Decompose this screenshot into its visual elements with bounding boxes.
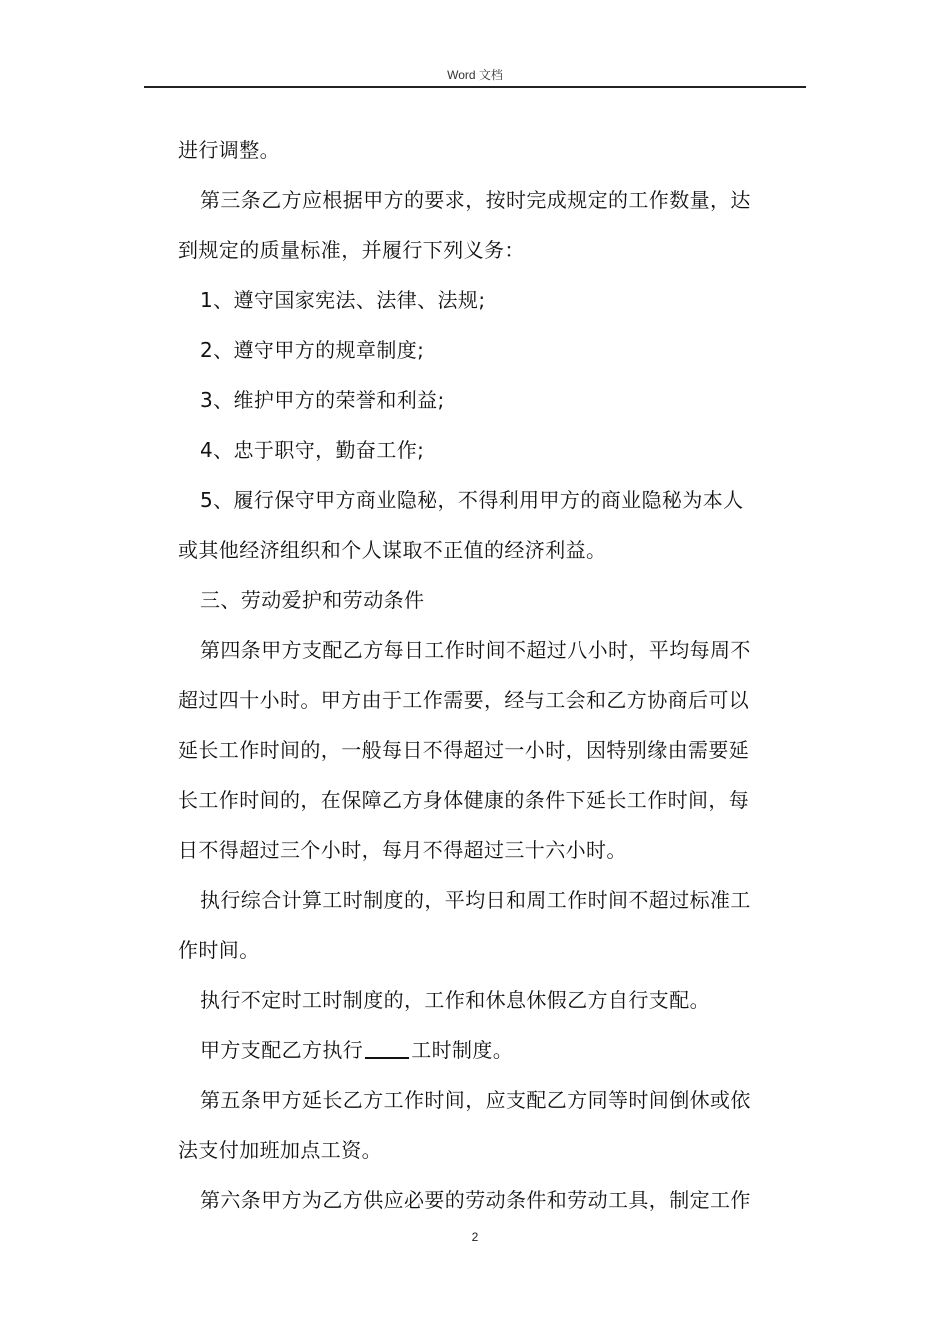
page-number: 2 [471,1230,479,1244]
paragraph-0: 进行调整。 [178,138,280,162]
paragraph-12: 延长工作时间的，一般每日不得超过一小时，因特别缘由需要延 [178,738,750,762]
page-header [0,66,950,83]
paragraph-18-after: 工时制度。 [411,1038,514,1062]
paragraph-13: 长工作时间的，在保障乙方身体健康的条件下延长工作时间，每 [178,788,750,812]
paragraph-18-before: 甲方支配乙方执行 [200,1038,364,1062]
paragraph-3: 1、遵守国家宪法、法律、法规; [200,288,486,312]
paragraph-4: 2、遵守甲方的规章制度; [200,338,425,362]
paragraph-14: 日不得超过三个小时，每月不得超过三十六小时。 [178,838,627,862]
paragraph-10: 第四条甲方支配乙方每日工作时间不超过八小时，平均每周不 [200,638,751,662]
paragraph-21: 第六条甲方为乙方供应必要的劳动条件和劳动工具，制定工作 [200,1188,751,1212]
paragraph-15: 执行综合计算工时制度的，平均日和周工作时间不超过标准工 [200,888,751,912]
paragraph-19: 第五条甲方延长乙方工作时间，应支配乙方同等时间倒休或依 [200,1088,751,1112]
paragraph-11: 超过四十小时。甲方由于工作需要，经与工会和乙方协商后可以 [178,688,750,712]
paragraph-8: 或其他经济组织和个人谋取不正值的经济利益。 [178,538,607,562]
page-footer [0,1230,950,1244]
header-rule [144,86,806,88]
paragraph-16: 作时间。 [178,938,260,962]
paragraph-6: 4、忠于职守，勤奋工作; [200,438,425,462]
paragraph-5: 3、维护甲方的荣誉和利益; [200,388,445,412]
document-body [178,125,806,1225]
paragraph-1: 第三条乙方应根据甲方的要求，按时完成规定的工作数量，达 [200,188,751,212]
paragraph-2: 到规定的质量标准，并履行下列义务： [178,238,525,262]
paragraph-18 [178,1025,806,1075]
fill-in-blank [365,1037,409,1059]
section-heading: 三、劳动爱护和劳动条件 [200,588,425,612]
paragraph-20: 法支付加班加点工资。 [178,1138,382,1162]
paragraph-7: 5、履行保守甲方商业隐秘，不得利用甲方的商业隐秘为本人 [200,488,744,512]
paragraph-17: 执行不定时工时制度的，工作和休息休假乙方自行支配。 [200,988,710,1012]
header-title: Word 文档 [447,68,503,82]
